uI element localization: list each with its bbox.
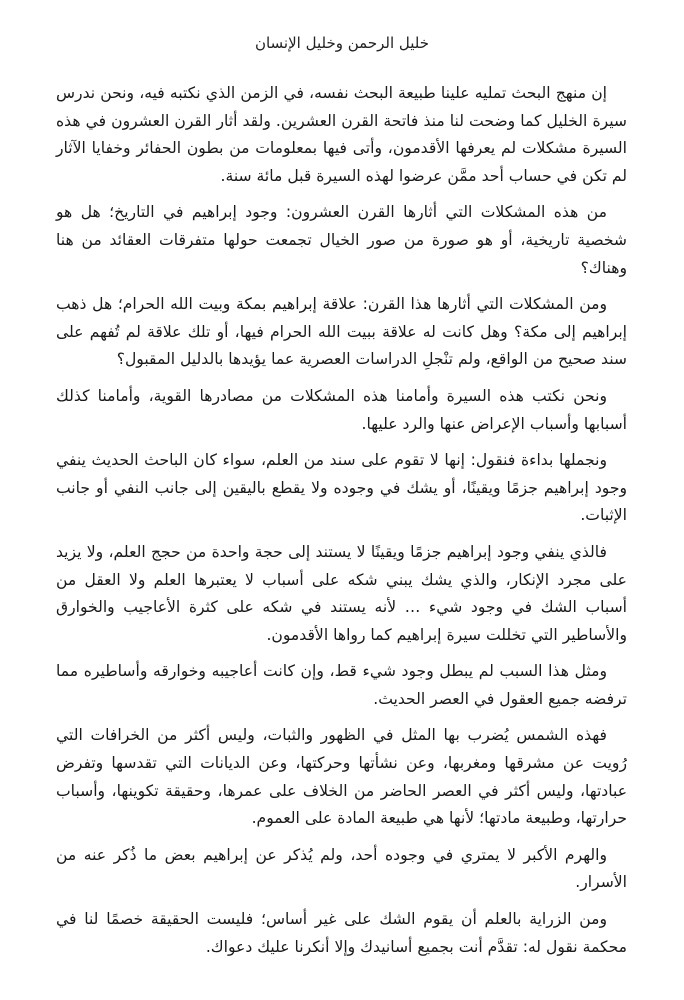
body-text bbox=[56, 80, 627, 970]
paragraph: ومثل هذا السبب لم يبطل وجود شيء قط، وإن كانت أعاجيبه وخوارقه وأساطيره مما ترفضه جميع العقول في العصر الحديث. bbox=[56, 662, 627, 708]
paragraph: فهذه الشمس يُضرب بها المثل في الظهور والثبات، وليس أكثر من الخرافات التي رُويت عن مشرقها ومغربها، وعن نشأتها وحركتها، وعن الديانات التي تقدسها وتفرض عبادتها، وليس أكثر في العصر الحاضر من الخلاف على عمرها، وحقيقة تكوينها، وأسباب حرارتها، وطبيعة مادتها؛ لأنها هي طبيعة المادة على العموم. bbox=[56, 726, 627, 828]
paragraph: ونجملها بداءة فنقول: إنها لا تقوم على سند من العلم، سواء كان الباحث الحديث ينفي وجود إبراهيم جزمًا ويقينًا، أو يشك في وجوده ولا يقطع باليقين إلى جانب النفي أو جانب الإثبات. bbox=[56, 451, 627, 525]
paragraph: من هذه المشكلات التي أثارها القرن العشرون: وجود إبراهيم في التاريخ؛ هل هو شخصية تاريخية، أو هو صورة من صور الخيال تجمعت حولها متفرقات العقائد من هنا وهناك؟ bbox=[56, 203, 627, 277]
paragraph: ومن الزراية بالعلم أن يقوم الشك على غير أساس؛ فليست الحقيقة خصمًا لنا في محكمة نقول له: تقدَّم أنت بجميع أسانيدك وإلا أنكرنا عليك دعواك. bbox=[56, 910, 627, 956]
paragraph: إن منهج البحث تمليه علينا طبيعة البحث نفسه، في الزمن الذي نكتبه فيه، ونحن ندرس سيرة الخليل كما وضحت لنا منذ فاتحة القرن العشرين. ولقد أثار القرن العشرون في هذه السيرة مشكلات لم يعرفها الأقدمون، وأتى فيها بمعلومات من بطون الحفائر وخفايا الآثار لم تكن في حساب أحد ممَّن عرضوا لهذه السيرة قبل مائة سنة. bbox=[56, 84, 627, 185]
paragraph: فالذي ينفي وجود إبراهيم جزمًا ويقينًا لا يستند إلى حجة واحدة من حجج العلم، ولا يزيد على مجرد الإنكار، والذي يشك يبني شكه على أسباب لا يعتبرها العلم ولا العقل من أسباب الشك في وجود شيء … لأنه يستند في شكه على كثرة الأعاجيب والخوارق والأساطير التي تخللت سيرة إبراهيم كما رواها الأقدمون. bbox=[56, 542, 627, 644]
running-title: خليل الرحمن وخليل الإنسان bbox=[254, 34, 430, 52]
paragraph: ونحن نكتب هذه السيرة وأمامنا هذه المشكلات من مصادرها القوية، وأمامنا كذلك أسبابها وأسباب الإعراض عنها والرد عليها. bbox=[56, 386, 627, 433]
paragraph: والهرم الأكبر لا يمتري في وجوده أحد، ولم يُذكر عن إبراهيم بعض ما ذُكر عنه من الأسرار. bbox=[56, 845, 627, 892]
paragraph: ومن المشكلات التي أثارها هذا القرن: علاقة إبراهيم بمكة وبيت الله الحرام؛ هل ذهب إبراهيم إلى مكة؟ وهل كانت له علاقة ببيت الله الحرام فيها، أو تلك علاقة لم تُفهم على سند صحيح من الواقع، ولم تنْجلِ الدراسات العصرية عما يؤيدها بالدليل المقبول؟ bbox=[56, 295, 627, 369]
